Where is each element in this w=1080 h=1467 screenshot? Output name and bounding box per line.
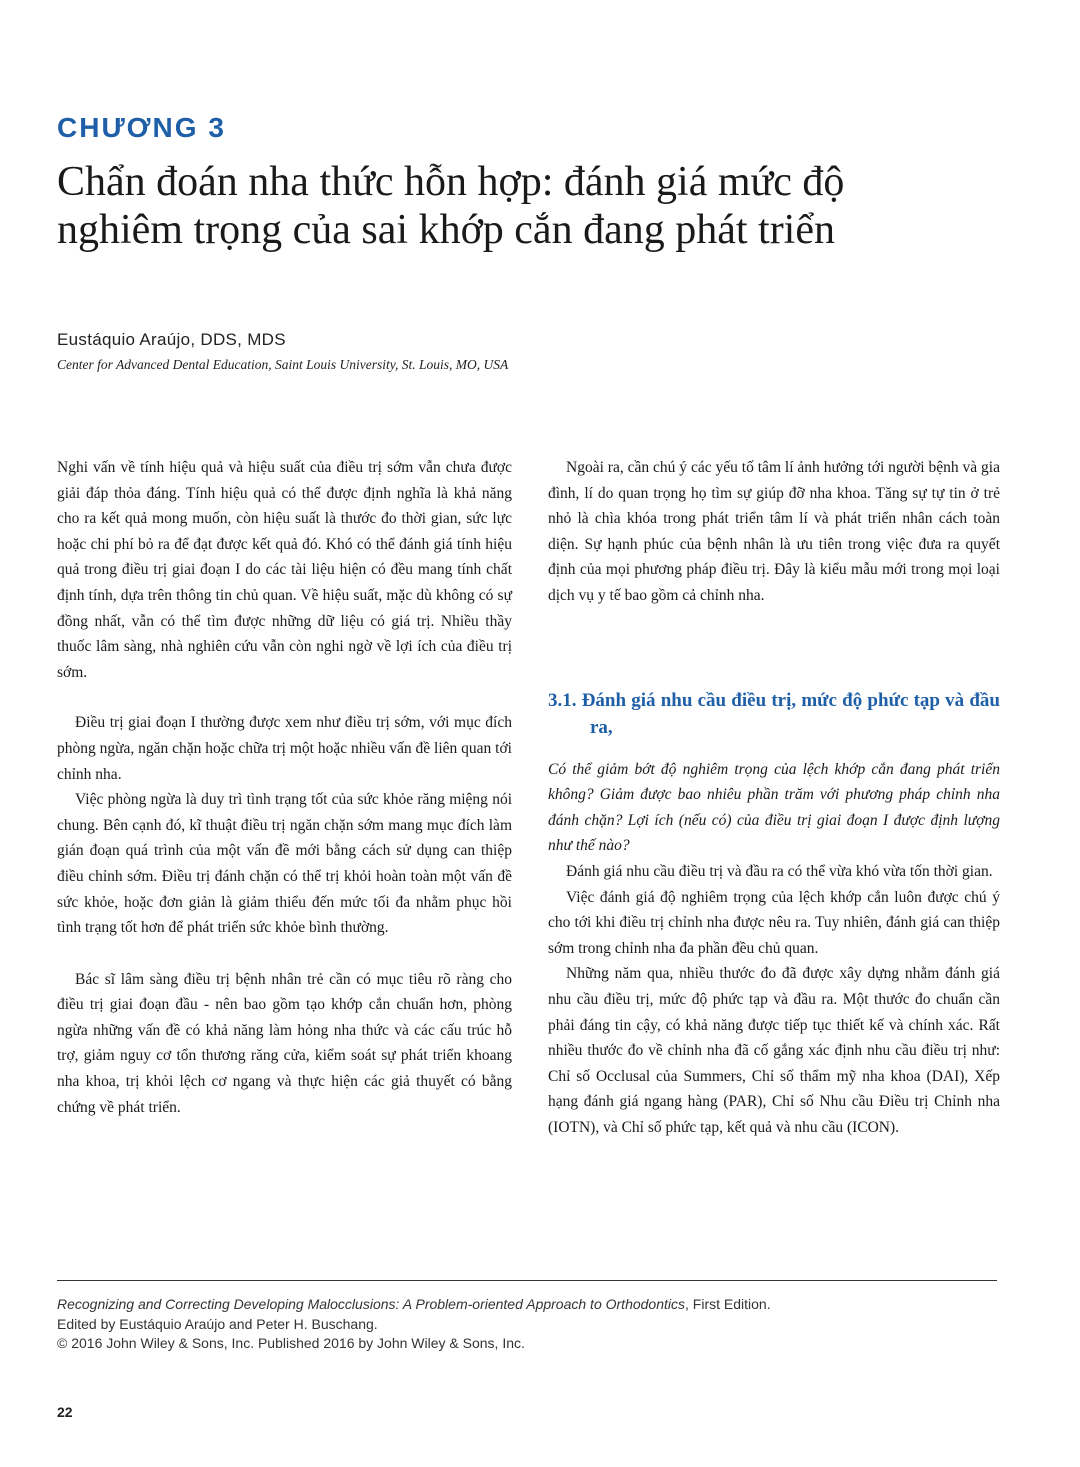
section-title: Đánh giá nhu cầu điều trị, mức độ phức tạp và đầu ra, [581, 689, 1001, 738]
book-title: Recognizing and Correcting Developing Malocclusions: A Problem-oriented Approach to Orthodontics [57, 1296, 685, 1312]
author-affiliation: Center for Advanced Dental Education, Saint Louis University, St. Louis, MO, USA [57, 357, 509, 372]
paragraph: Những năm qua, nhiều thước đo đã được xây dựng nhằm đánh giá nhu cầu điều trị, mức độ phức tạp và đầu ra. Một thước đo chuẩn cần phải đáng tin cậy, có khả năng được tiếp tục thiết kế và chính xác. Rất nhiều thước đo về chỉnh nha đã cố gắng xác định nhu cầu điều trị như: Chỉ số Occlusal của Summers, Chỉ số thẩm mỹ nha khoa (DAI), Xếp hạng đánh giá ngang hàng (PAR), Chỉ số Nhu cầu Điều trị Chỉnh nha (IOTN), và Chỉ số phức tạp, kết quả và nhu cầu (ICON). [548, 965, 1000, 1136]
right-column [548, 455, 1000, 1140]
paragraph: Bác sĩ lâm sàng điều trị bệnh nhân trẻ cần có mục tiêu rõ ràng cho điều trị giai đoạn đầu - nên bao gồm tạo khớp cắn chuẩn hơn, phòng ngừa những vấn đề có khả năng làm hỏng nha thức và các cấu trúc hỗ trợ, giảm nguy cơ tổn thương răng cửa, kiểm soát sự phát triển khoang nha khoa, trị khỏi lệch cơ ngang và thực hiện các giả thuyết có bằng chứng về phát triển. [57, 970, 512, 1116]
paragraph: Nghi vấn về tính hiệu quả và hiệu suất của điều trị sớm vẫn chưa được giải đáp thỏa đáng. Tính hiệu quả có thể được định nghĩa là khả năng cho ra kết quả mong muốn, còn hiệu suất là thước đo thời gian, sức lực hoặc chi phí bỏ ra để đạt được kết quả đó. Khó có thể đánh giá tính hiệu quả trong điều trị giai đoạn I do các tài liệu hiện có đều mang tính chất định tính, dựa trên thông tin chủ quan. Về hiệu suất, mặc dù không có sự đồng nhất, vẫn có thể tìm được những dữ liệu có giá trị. Nhiều thầy thuốc lâm sàng, nhà nghiên cứu vẫn còn nghi ngờ về lợi ích của điều trị sớm. [57, 459, 512, 681]
footer-book-line [57, 1295, 771, 1315]
footer-divider [57, 1280, 997, 1281]
paragraph: Việc đánh giá độ nghiêm trọng của lệch khớp cắn luôn được chú ý cho tới khi điều trị chỉnh nha được nêu ra. Tuy nhiên, đánh giá can thiệp sớm trong chỉnh nha đa phần đều chủ quan. [548, 888, 1000, 957]
paragraph: Ngoài ra, cần chú ý các yếu tố tâm lí ảnh hưởng tới người bệnh và gia đình, lí do quan trọng họ tìm sự giúp đỡ nha khoa. Tăng sự tự tin ở trẻ nhỏ là chìa khóa trong phát triển tâm lí và phát triển nhân cách toàn diện. Sự hạnh phúc của bệnh nhân là ưu tiên trong việc đưa ra quyết định của mọi phương pháp điều trị. Đây là kiểu mẫu mới trong mọi loại dịch vụ y tế bao gồm cả chỉnh nha. [548, 459, 1000, 604]
footer-citation [57, 1295, 771, 1354]
paragraph: Đánh giá nhu cầu điều trị và đầu ra có thể vừa khó vừa tốn thời gian. [566, 862, 993, 880]
chapter-label: CHƯƠNG 3 [57, 112, 226, 143]
left-column [57, 455, 512, 1120]
paragraph: Điều trị giai đoạn I thường được xem như điều trị sớm, với mục đích phòng ngừa, ngăn chặn hoặc chữa trị một hoặc nhiều vấn đề liên quan tới chỉnh nha. [57, 714, 512, 783]
footer-copyright: © 2016 John Wiley & Sons, Inc. Published 2016 by John Wiley & Sons, Inc. [57, 1335, 525, 1351]
author-name: Eustáquio Araújo, DDS, MDS [57, 330, 286, 349]
paragraph: Việc phòng ngừa là duy trì tình trạng tốt của sức khỏe răng miệng nói chung. Bên cạnh đó, kĩ thuật điều trị ngăn chặn sớm mang mục đích làm gián đoạn quá trình của một vấn đề mới bằng cách sử dụng can thiệp điều chỉnh sớm. Điều trị đánh chặn có thể trị khỏi hoàn toàn một vấn đề sức khỏe, hoặc đơn giản là giảm thiểu đến mức tối đa nhằm phục hồi tình trạng tốt hơn để phát triển sức khỏe bình thường. [57, 791, 512, 937]
chapter-title: Chẩn đoán nha thức hỗn hợp: đánh giá mức độ nghiêm trọng của sai khớp cắn đang phát triển [57, 159, 845, 253]
section-question: Có thể giảm bớt độ nghiêm trọng của lệch khớp cắn đang phát triển không? Giảm được bao nhiêu phần trăm với phương pháp chỉnh nha đánh chặn? Lợi ích (nếu có) của điều trị giai đoạn I được định lượng như thế nào? [548, 760, 1000, 855]
footer-editors: Edited by Eustáquio Araújo and Peter H. Buschang. [57, 1315, 378, 1332]
section-heading [548, 687, 1000, 741]
section-number: 3.1. [548, 689, 577, 711]
book-edition: , First Edition. [685, 1296, 771, 1312]
page-number: 22 [57, 1404, 73, 1420]
